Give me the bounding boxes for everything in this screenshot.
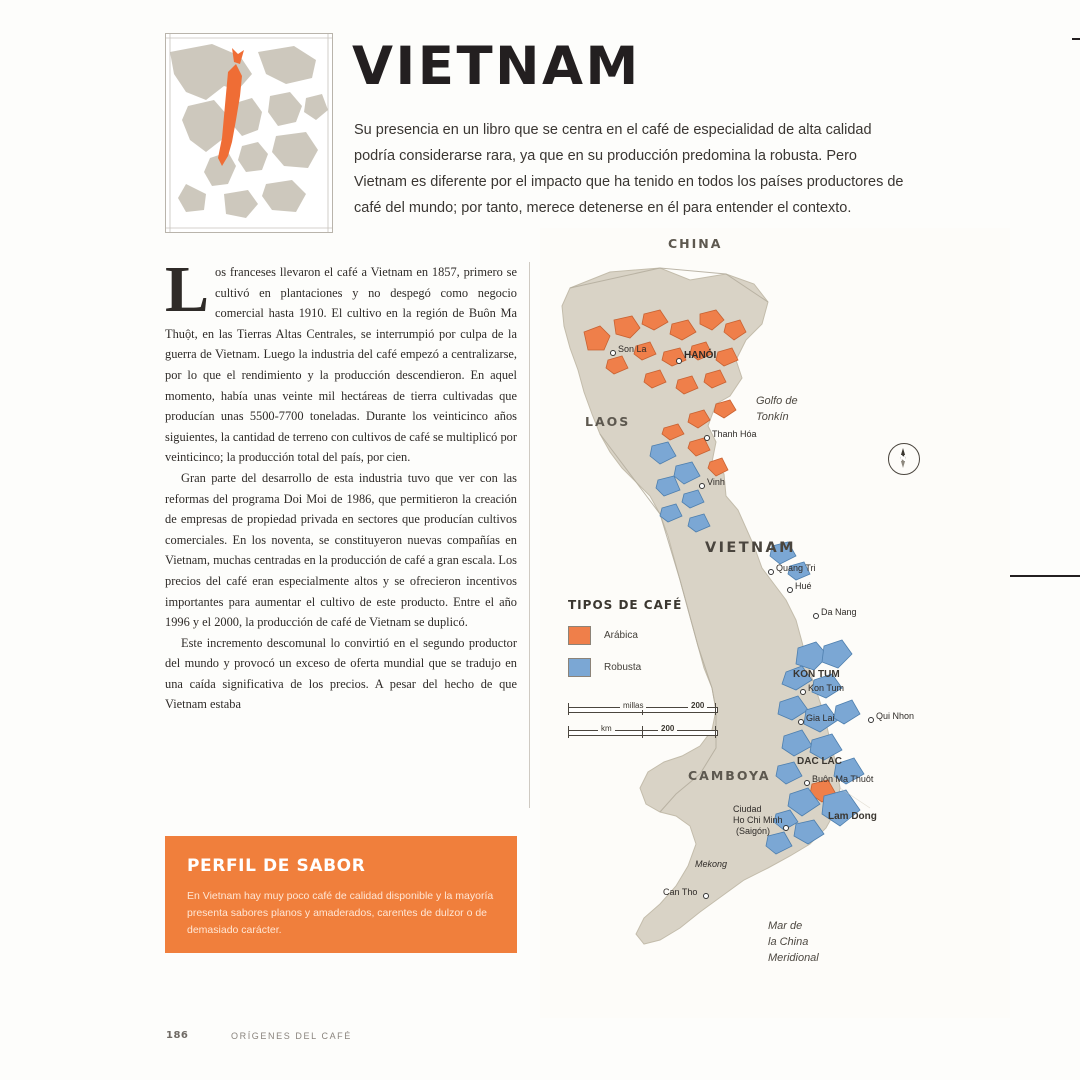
city-dot (800, 689, 806, 695)
city-label-thanh-hoa: Thanh Hóa (712, 429, 757, 439)
legend-label-robusta: Robusta (604, 662, 642, 673)
city-label-saigon: (Saigón) (736, 826, 771, 836)
map-label-mekong: Mekong (695, 859, 728, 869)
legend-item-robusta (568, 658, 733, 677)
city-dot (868, 717, 874, 723)
city-label-dac-lac-province: DAC LAC (797, 756, 842, 767)
body-paragraph-1 (165, 253, 517, 468)
city-label-quang-tri: Quang Tri (776, 563, 816, 573)
city-label-ho-chi-minh-2: Ho Chi Minh (733, 815, 783, 825)
scale-tick (715, 703, 716, 715)
city-dot (813, 613, 819, 619)
column-divider (529, 262, 530, 808)
map-scale-bar (568, 703, 728, 737)
scale-tick (642, 726, 643, 738)
flavour-profile-box (165, 836, 517, 953)
page-number: 186 (166, 1030, 189, 1041)
scale-tick (568, 726, 569, 738)
scale-label-km: km (598, 724, 615, 733)
body-paragraph-2: Gran parte del desarrollo de esta industria tuvo que ver con las reformas del programa Doi Moi de 1986, que permitieron la creación de empresas de propiedad privada en sectores que producían cultivos comerciales. En los noventa, se constituyeron nuevas compañías en Vietnam, muchas centradas en la producción de café a gran escala. Los precios del café eran especialmente altos y se ofrecieron incentivos importantes para aumentar el cultivo de este producto. Entre el año 1996 y el 2000, la producción de café de Vietnam se duplicó. (165, 470, 517, 630)
city-dot (676, 358, 682, 364)
compass-rose-icon (888, 443, 920, 475)
legend-swatch-robusta (568, 658, 591, 677)
city-label-qui-nhon: Qui Nhon (876, 711, 915, 721)
city-label-gia-lai: Gia Lai (806, 713, 835, 723)
map-label-camboya: CAMBOYA (688, 768, 771, 783)
city-dot (768, 569, 774, 575)
map-label-vietnam: VIETNAM (705, 540, 796, 556)
body-paragraph-3: Este incremento descomunal lo convirtió en el segundo productor del mundo y provocó un exceso de oferta mundial que se tradujo en una caída significativa de los precios. A pesar del hecho de que Vietnam estaba (165, 635, 517, 712)
city-label-son-la: Son La (618, 344, 647, 354)
scale-value-miles: 200 (688, 701, 707, 710)
map-label-gulf-of-tonkin: Golfo de Tonkín (756, 395, 798, 423)
body-paragraph-1-text: os franceses llevaron el café a Vietnam en 1857, primero se cultivó en plantaciones y no despegó como negocio comercial hasta 1910. El cultivo en la región de Buôn Ma Thuột, en las Tierras Altas Centrales, se interrumpió por culpa de la guerra de Vietnam. Luego la industria del café empezó a centralizarse, por lo que el rendimiento y la producción descendieron. En aquel momento, había unas veinte mil hectáreas de tierra cultivadas que producían unas 5500-7700 toneladas. Durante los veinticinco años siguientes, la cantidad de terreno con cultivos de café se multiplicó por veinticinco; la producción total del país, por cien. (165, 265, 517, 465)
footer-section-label: ORÍGENES DEL CAFÉ (231, 1031, 352, 1041)
city-label-lam-dong: Lam Dong (828, 811, 877, 822)
scale-value-km: 200 (658, 724, 677, 733)
crop-mark-top (1072, 38, 1080, 40)
map-label-china: CHINA (668, 236, 723, 251)
scale-tick (715, 726, 716, 738)
city-dot (704, 435, 710, 441)
legend-swatch-arabica (568, 626, 591, 645)
city-label-hanoi: HANÓI (684, 350, 717, 361)
flavour-profile-title: PERFIL DE SABOR (187, 856, 366, 876)
scale-km (568, 726, 728, 737)
legend-label-arabica: Arábica (604, 630, 638, 641)
map-label-laos: LAOS (585, 414, 631, 429)
city-label-hue: Hué (795, 581, 812, 591)
scale-rule-km (568, 730, 718, 736)
legend-title: TIPOS DE CAFÉ (568, 598, 683, 612)
map-legend (568, 598, 733, 690)
city-dot (610, 350, 616, 356)
crop-mark-middle (998, 575, 1080, 577)
city-label-kon-tum-province: KON TUM (793, 669, 840, 680)
flavour-profile-text: En Vietnam hay muy poco café de calidad disponible y la mayoría presenta sabores planos y amaderados, carentes de dulzor o de demasiado carácter. (187, 890, 494, 936)
scale-miles (568, 703, 728, 714)
body-text-column (165, 253, 517, 715)
svg-text:N: N (899, 454, 907, 463)
scale-tick (568, 703, 569, 715)
locator-map (165, 33, 333, 233)
legend-item-arabica (568, 626, 733, 645)
intro-paragraph: Su presencia en un libro que se centra en el café de especialidad de alta calidad podría considerarse rara, ya que en su producción predomina la robusta. Pero Vietnam es diferente por el impacto que ha tenido en todos los países productores de café del mundo; por tanto, merece detenerse en él para entender el contexto. (354, 122, 904, 216)
city-label-can-tho: Can Tho (663, 887, 698, 897)
city-dot (787, 587, 793, 593)
drop-cap: L (165, 253, 210, 326)
city-dot (703, 893, 709, 899)
city-dot (699, 483, 705, 489)
city-label-da-nang: Da Nang (821, 607, 857, 617)
page-title: VIETNAM (352, 36, 641, 97)
city-label-ho-chi-minh-1: Ciudad (733, 804, 762, 814)
city-dot (798, 719, 804, 725)
city-dot (783, 825, 789, 831)
map-label-south-china-sea: Mar de la China Meridional (768, 920, 819, 964)
city-dot (804, 780, 810, 786)
city-label-vinh: Vinh (707, 477, 725, 487)
city-label-kon-tum: Kon Tum (808, 683, 845, 693)
scale-label-miles: millas (620, 701, 646, 710)
vietnam-coffee-map (540, 228, 1010, 1018)
city-label-buon-ma-thuot: Buôn Ma Thuôt (812, 774, 874, 784)
